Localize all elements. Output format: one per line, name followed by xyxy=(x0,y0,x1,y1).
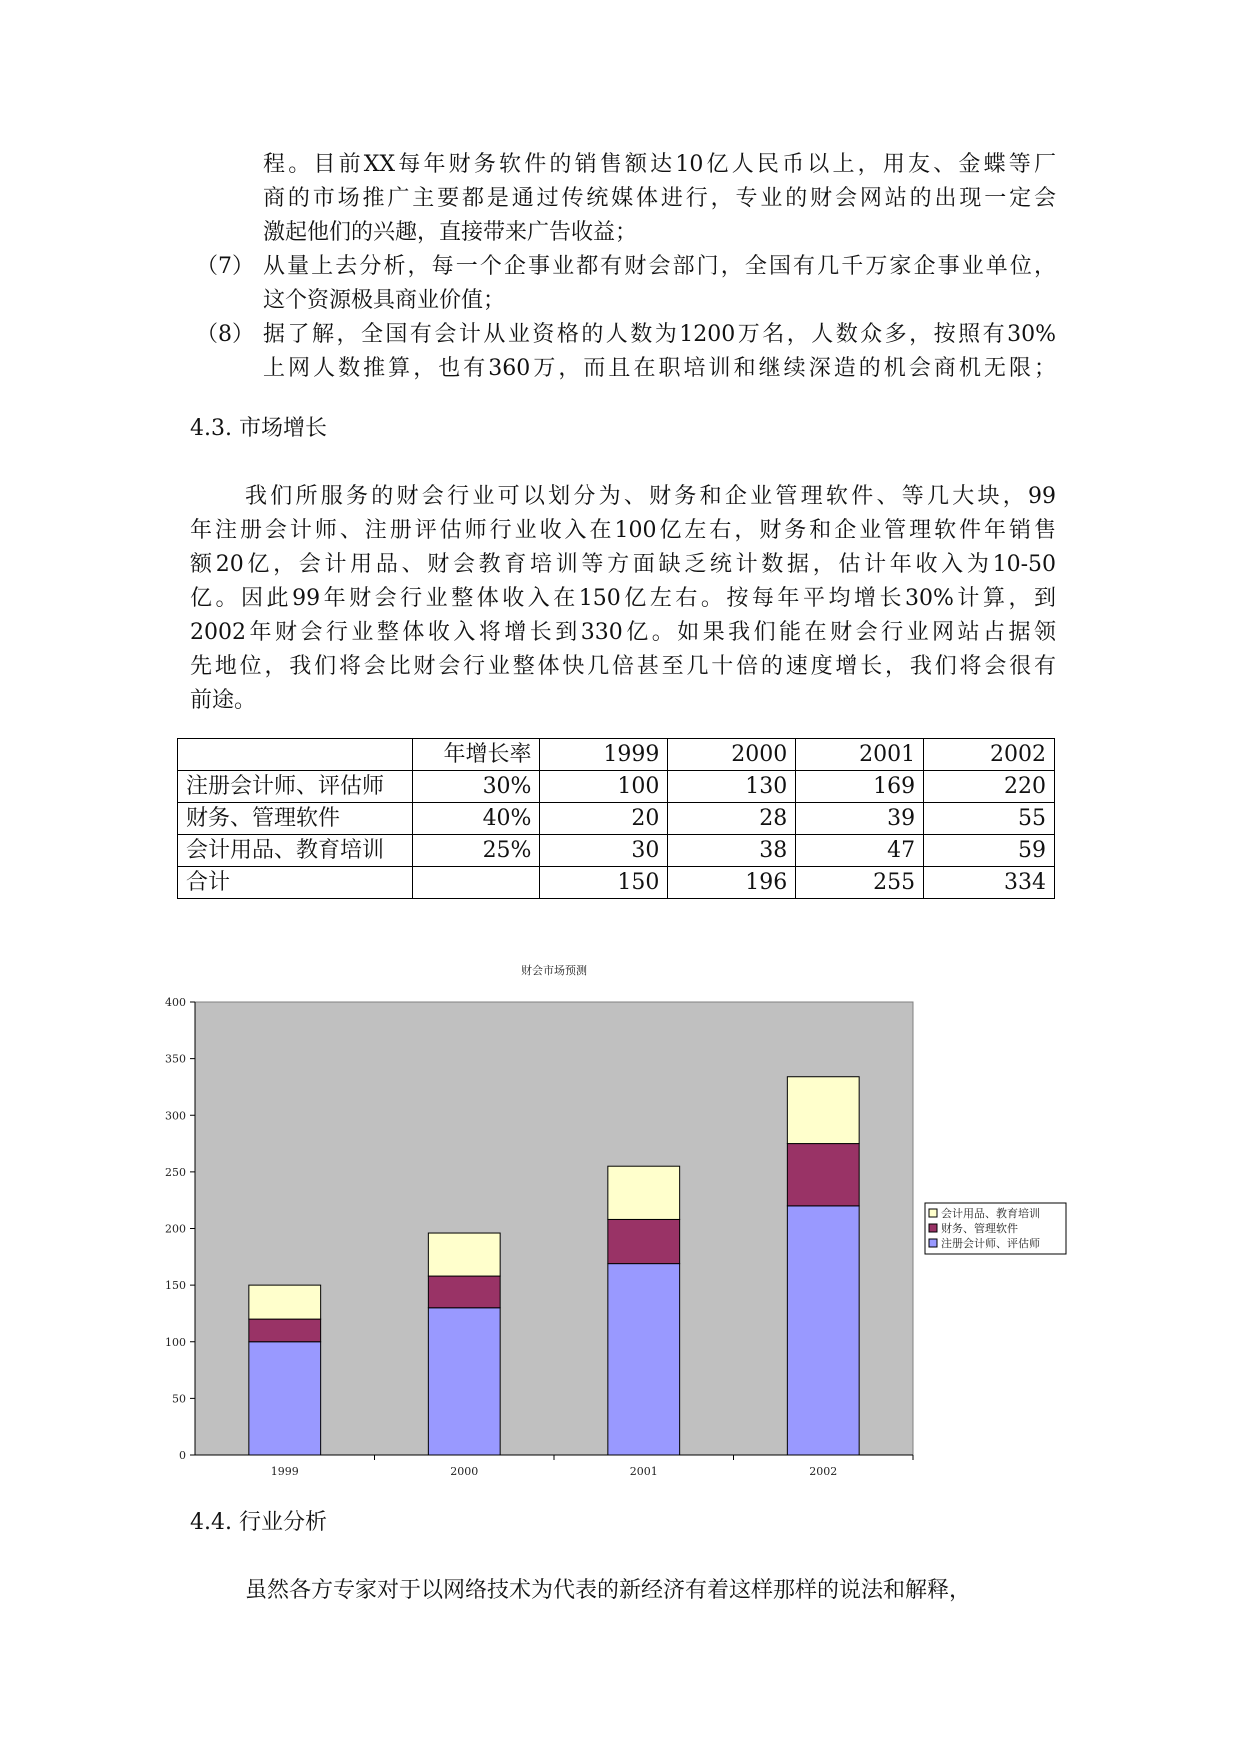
paragraph-line-3: 额20亿，会计用品、财会教育培训等方面缺乏统计数据，估计年收入为10-50 xyxy=(190,552,1056,577)
table-header-cell xyxy=(178,739,413,771)
chart-x-tick-label: 2002 xyxy=(809,1465,838,1478)
table-cell: 55 xyxy=(924,803,1055,835)
chart-legend-label: 会计用品、教育培训 xyxy=(941,1207,1040,1220)
table-row xyxy=(178,835,1055,867)
chart-y-tick-label: 0 xyxy=(179,1449,186,1462)
chart-bar-segment xyxy=(428,1308,500,1455)
chart-x-tick-label: 2001 xyxy=(629,1465,658,1478)
chart-bar-segment xyxy=(787,1077,859,1144)
table-row xyxy=(178,803,1055,835)
table-header-cell: 2002 xyxy=(924,739,1055,771)
table-row-label: 合计 xyxy=(178,867,413,899)
table-cell: 38 xyxy=(668,835,796,867)
chart-y-tick-label: 150 xyxy=(165,1279,186,1293)
chart-bar-segment xyxy=(608,1219,680,1263)
chart-y-tick-label: 100 xyxy=(165,1335,186,1349)
paragraph-line-2: 年注册会计师、注册评估师行业收入在100亿左右，财务和企业管理软件年销售 xyxy=(190,518,1056,543)
chart-bar-segment xyxy=(249,1285,321,1319)
list-cont-line-3: 激起他们的兴趣，直接带来广告收益； xyxy=(263,220,638,245)
list-item-7-line-1: 从量上去分析，每一个企事业都有财会部门，全国有几千万家企事业单位， xyxy=(263,254,1056,279)
chart-y-tick-label: 250 xyxy=(165,1165,186,1179)
table-header-cell: 2001 xyxy=(796,739,924,771)
list-cont-line-1: 程。目前XX每年财务软件的销售额达10亿人民币以上，用友、金蝶等厂 xyxy=(263,152,1056,177)
table-cell: 28 xyxy=(668,803,796,835)
chart-bar-segment xyxy=(249,1342,321,1455)
chart-bar-segment xyxy=(608,1166,680,1219)
list-cont-line-2: 商的市场推广主要都是通过传统媒体进行，专业的财会网站的出现一定会 xyxy=(263,186,1056,211)
table-cell: 130 xyxy=(668,771,796,803)
section-heading-4-4: 4.4. 行业分析 xyxy=(190,1510,327,1535)
paragraph-line-1: 我们所服务的财会行业可以划分为、财务和企业管理软件、等几大块，99 xyxy=(245,484,1056,509)
table-header-cell: 2000 xyxy=(668,739,796,771)
table-cell: 196 xyxy=(668,867,796,899)
table-header-row xyxy=(178,739,1055,771)
table-cell: 30 xyxy=(540,835,668,867)
chart-x-tick-label: 2000 xyxy=(450,1465,479,1478)
chart-legend-label: 财务、管理软件 xyxy=(941,1222,1018,1235)
table-cell: 40% xyxy=(412,803,540,835)
chart-bar-segment xyxy=(787,1206,859,1455)
list-item-8-line-2: 上网人数推算，也有360万，而且在职培训和继续深造的机会商机无限； xyxy=(263,356,1056,381)
table-header-cell: 1999 xyxy=(540,739,668,771)
table-cell: 25% xyxy=(412,835,540,867)
table-cell: 334 xyxy=(924,867,1055,899)
list-item-7-line-2: 这个资源极具商业价值； xyxy=(263,288,506,313)
table-cell: 30% xyxy=(412,771,540,803)
section-heading-4-3: 4.3. 市场增长 xyxy=(190,416,327,441)
table-cell: 59 xyxy=(924,835,1055,867)
chart-x-tick-label: 1999 xyxy=(270,1465,299,1478)
chart-legend-swatch xyxy=(929,1209,937,1217)
paragraph-line-5: 2002年财会行业整体收入将增长到330亿。如果我们能在财会行业网站占据领 xyxy=(190,620,1056,645)
chart-bar-segment xyxy=(608,1264,680,1455)
table-cell: 255 xyxy=(796,867,924,899)
table-row xyxy=(178,867,1055,899)
table-header-cell: 年增长率 xyxy=(412,739,540,771)
table-cell: 220 xyxy=(924,771,1055,803)
chart-bar-segment xyxy=(787,1144,859,1206)
table-cell: 100 xyxy=(540,771,668,803)
table-cell: 47 xyxy=(796,835,924,867)
market-growth-table xyxy=(177,738,1055,899)
chart-bar-segment xyxy=(249,1319,321,1342)
table-cell: 20 xyxy=(540,803,668,835)
chart-y-tick-label: 200 xyxy=(165,1222,186,1236)
table-row-label: 财务、管理软件 xyxy=(178,803,413,835)
section-4-4-paragraph-line: 虽然各方专家对于以网络技术为代表的新经济有着这样那样的说法和解释， xyxy=(245,1578,972,1603)
table-row-label: 会计用品、教育培训 xyxy=(178,835,413,867)
table-cell: 39 xyxy=(796,803,924,835)
chart-legend-swatch xyxy=(929,1224,937,1232)
chart-y-tick-label: 50 xyxy=(172,1392,186,1406)
paragraph-line-6: 先地位，我们将会比财会行业整体快几倍甚至几十倍的速度增长，我们将会很有 xyxy=(190,654,1056,679)
table-row-label: 注册会计师、评估师 xyxy=(178,771,413,803)
table-row xyxy=(178,771,1055,803)
chart-legend-swatch xyxy=(929,1239,937,1247)
chart-title: 财会市场预测 xyxy=(521,964,587,977)
chart-y-tick-label: 300 xyxy=(165,1109,186,1123)
table-cell: 169 xyxy=(796,771,924,803)
chart-y-tick-label: 400 xyxy=(165,996,186,1009)
list-item-8-number: （8） xyxy=(196,322,254,347)
table-cell xyxy=(412,867,540,899)
chart-bar-segment xyxy=(428,1233,500,1276)
chart-bar-segment xyxy=(428,1276,500,1308)
market-forecast-chart xyxy=(150,960,1080,1500)
chart-y-tick-label: 350 xyxy=(165,1052,186,1066)
paragraph-line-7: 前途。 xyxy=(190,688,257,713)
chart-legend-label: 注册会计师、评估师 xyxy=(941,1237,1040,1250)
list-item-7-number: （7） xyxy=(196,254,254,279)
paragraph-line-4: 亿。因此99年财会行业整体收入在150亿左右。按每年平均增长30%计算，到 xyxy=(190,586,1056,611)
list-item-8-line-1: 据了解，全国有会计从业资格的人数为1200万名，人数众多，按照有30% xyxy=(263,322,1056,347)
table-cell: 150 xyxy=(540,867,668,899)
